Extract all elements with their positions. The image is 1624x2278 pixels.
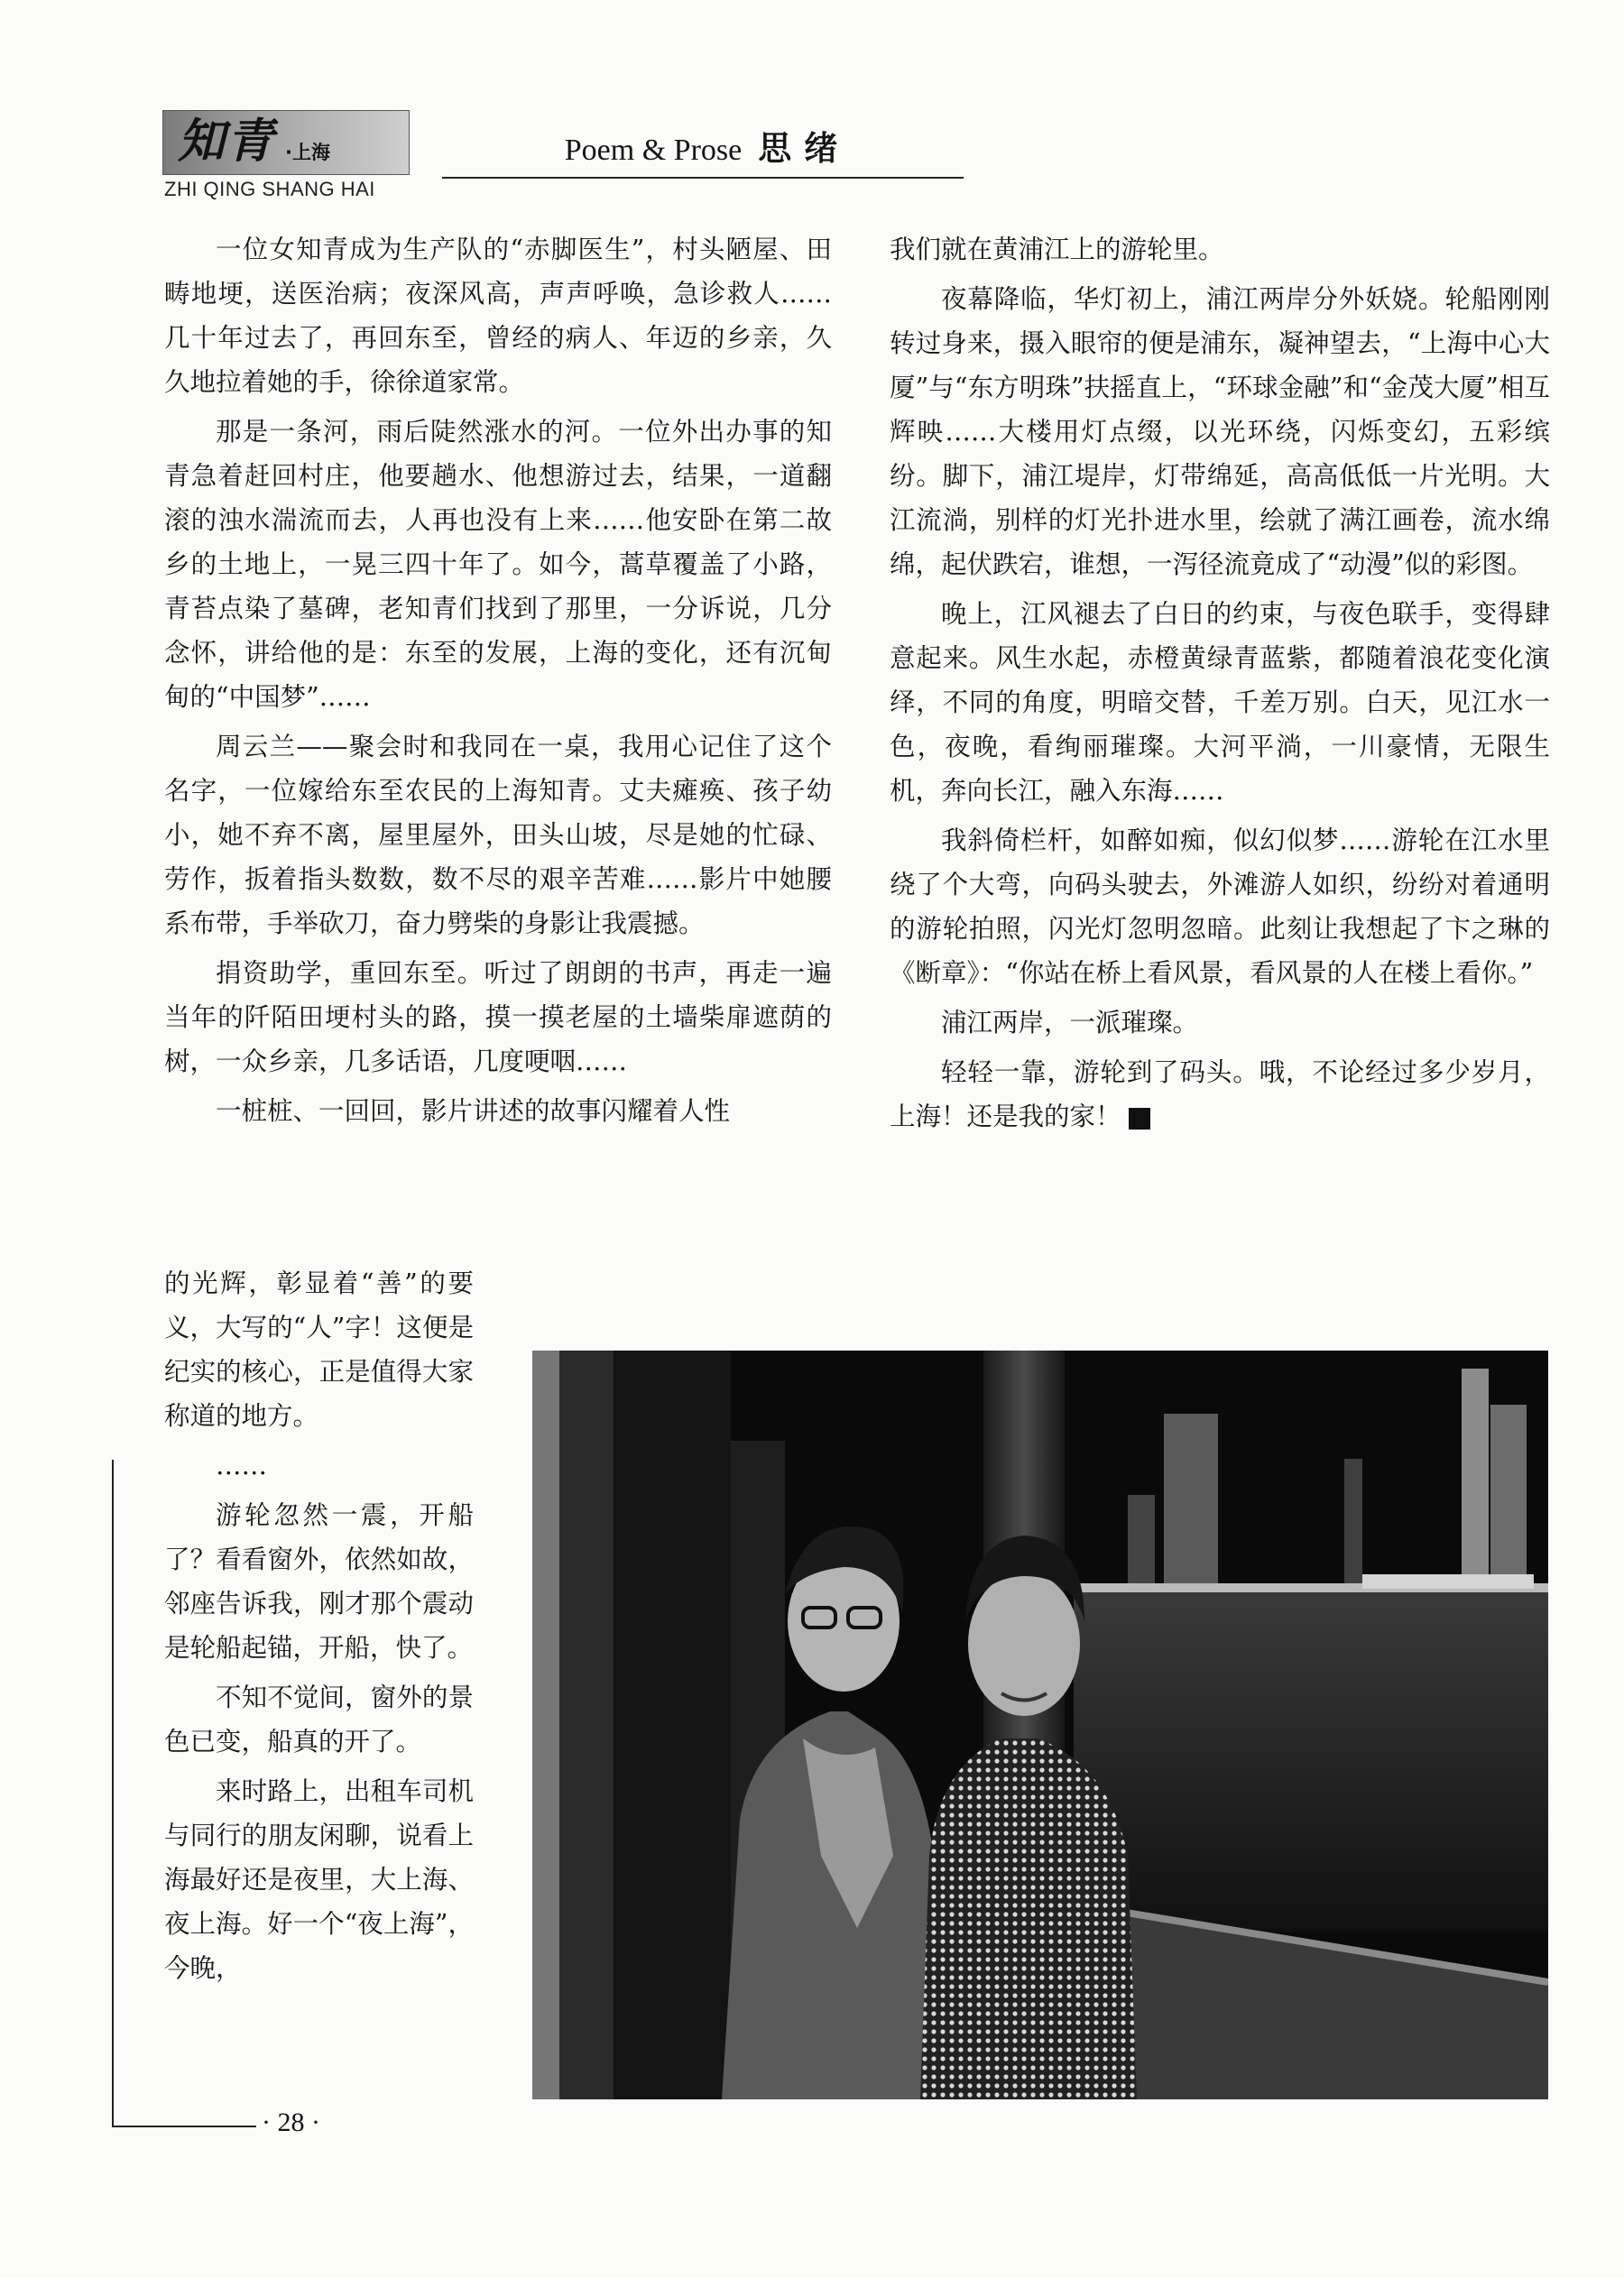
left-margin-rule (112, 1460, 114, 2127)
final-paragraph (890, 1050, 1550, 1139)
paragraph: 晚上，江风褪去了白日的约束，与夜色联手，变得肆意起来。风生水起，赤橙黄绿青蓝紫，都随着浪花变化演绎，不同的角度，明暗交替，千差万别。白天，见江水一色，夜晚，看绚丽璀璨。大河平淌，一川豪情，无限生机，奔向长江，融入东海…… (890, 599, 1550, 806)
paragraph: 一桩桩、一回回，影片讲述的故事闪耀着人性 (216, 1096, 731, 1126)
paragraph: 我们就在黄浦江上的游轮里。 (890, 235, 1224, 264)
photo-two-women-on-cruise (532, 1351, 1548, 2099)
section-title-english: Poem & Prose (564, 134, 743, 167)
end-mark-icon (1129, 1108, 1150, 1130)
paragraph: 的光辉，彰显着“善”的要义，大写的“人”字！这便是纪实的核心，正是值得大家称道的地方。 (164, 1268, 474, 1431)
logo-subtitle: ·上海 (285, 142, 330, 163)
paragraph: 浦江两岸，一派璀璨。 (941, 1008, 1199, 1038)
narrow-column (164, 1261, 474, 1996)
bottom-rule (112, 2126, 256, 2127)
section-title (451, 122, 964, 182)
logo-title: 知青 (178, 114, 276, 169)
paragraph: 一位女知青成为生产队的“赤脚医生”，村头陋屋、田畴地埂，送医治病；夜深风高，声声呼唤，急诊救人……几十年过去了，再回东至，曾经的病人、年迈的乡亲，久久地拉着她的手，徐徐道家常。 (164, 235, 832, 397)
paragraph: 不知不觉间，窗外的景色已变，船真的开了。 (164, 1683, 474, 1757)
paragraph: 我斜倚栏杆，如醉如痴，似幻似梦……游轮在江水里绕了个大弯，向码头驶去，外滩游人如织，纷纷对着通明的游轮拍照，闪光灯忽明忽暗。此刻让我想起了卞之琳的《断章》：“你站在桥上看风景，看风景的人在楼上看你。” (890, 825, 1550, 988)
section-title-chinese: 思绪 (758, 129, 851, 168)
paragraph: 那是一条河，雨后陡然涨水的河。一位外出办事的知青急着赶回村庄，他要趟水、他想游过去，结果，一道翻滚的浊水湍流而去，人再也没有上来……他安卧在第二故乡的土地上，一晃三四十年了。如今，蒿草覆盖了小路，青苔点染了墓碑，老知青们找到了那里，一分诉说，几分念怀，讲给他的是：东至的发展，上海的变化，还有沉甸甸的“中国梦”…… (164, 417, 832, 712)
paragraph: 夜幕降临，华灯初上，浦江两岸分外妖娆。轮船刚刚转过身来，摄入眼帘的便是浦东，凝神望去，“上海中心大厦”与“东方明珠”扶摇直上，“环球金融”和“金茂大厦”相互辉映……大楼用灯点缀，以光环绕，闪烁变幻，五彩缤纷。脚下，浦江堤岸，灯带绵延，高高低低一片光明。大江流淌，别样的灯光扑进水里，绘就了满江画卷，流水绵绵，起伏跌宕，谁想，一泻径流竟成了“动漫”似的彩图。 (890, 284, 1550, 579)
paragraph: 游轮忽然一震，开船了？看看窗外，依然如故，邻座告诉我，刚才那个震动是轮船起锚，开船，快了。 (164, 1500, 474, 1663)
paragraph: 来时路上，出租车司机与同行的朋友闲聊，说看上海最好还是夜里，大上海、夜上海。好一个“夜上海”，今晚， (164, 1776, 474, 1983)
left-column (164, 227, 832, 1139)
right-column (890, 227, 1550, 1144)
header-divider (442, 177, 964, 179)
logo-english-name: ZHI QING SHANG HAI (164, 178, 375, 200)
page-number: · 28 · (262, 2107, 320, 2137)
photo-illustration (532, 1351, 1548, 2099)
paragraph: 捐资助学，重回东至。听过了朗朗的书声，再走一遍当年的阡陌田埂村头的路，摸一摸老屋的土墙柴扉遮荫的树，一众乡亲，几多话语，几度哽咽…… (164, 958, 832, 1076)
magazine-logo (162, 110, 410, 175)
ellipsis-line: …… (216, 1451, 267, 1480)
paragraph: 周云兰——聚会时和我同在一桌，我用心记住了这个名字，一位嫁给东至农民的上海知青。丈夫瘫痪、孩子幼小，她不弃不离，屋里屋外，田头山坡，尽是她的忙碌、劳作，扳着指头数数，数不尽的艰辛苦难……影片中她腰系布带，手举砍刀，奋力劈柴的身影让我震撼。 (164, 732, 832, 938)
paragraph-text: 轻轻一靠，游轮到了码头。哦，不论经过多少岁月，上海！还是我的家！ (890, 1057, 1550, 1131)
